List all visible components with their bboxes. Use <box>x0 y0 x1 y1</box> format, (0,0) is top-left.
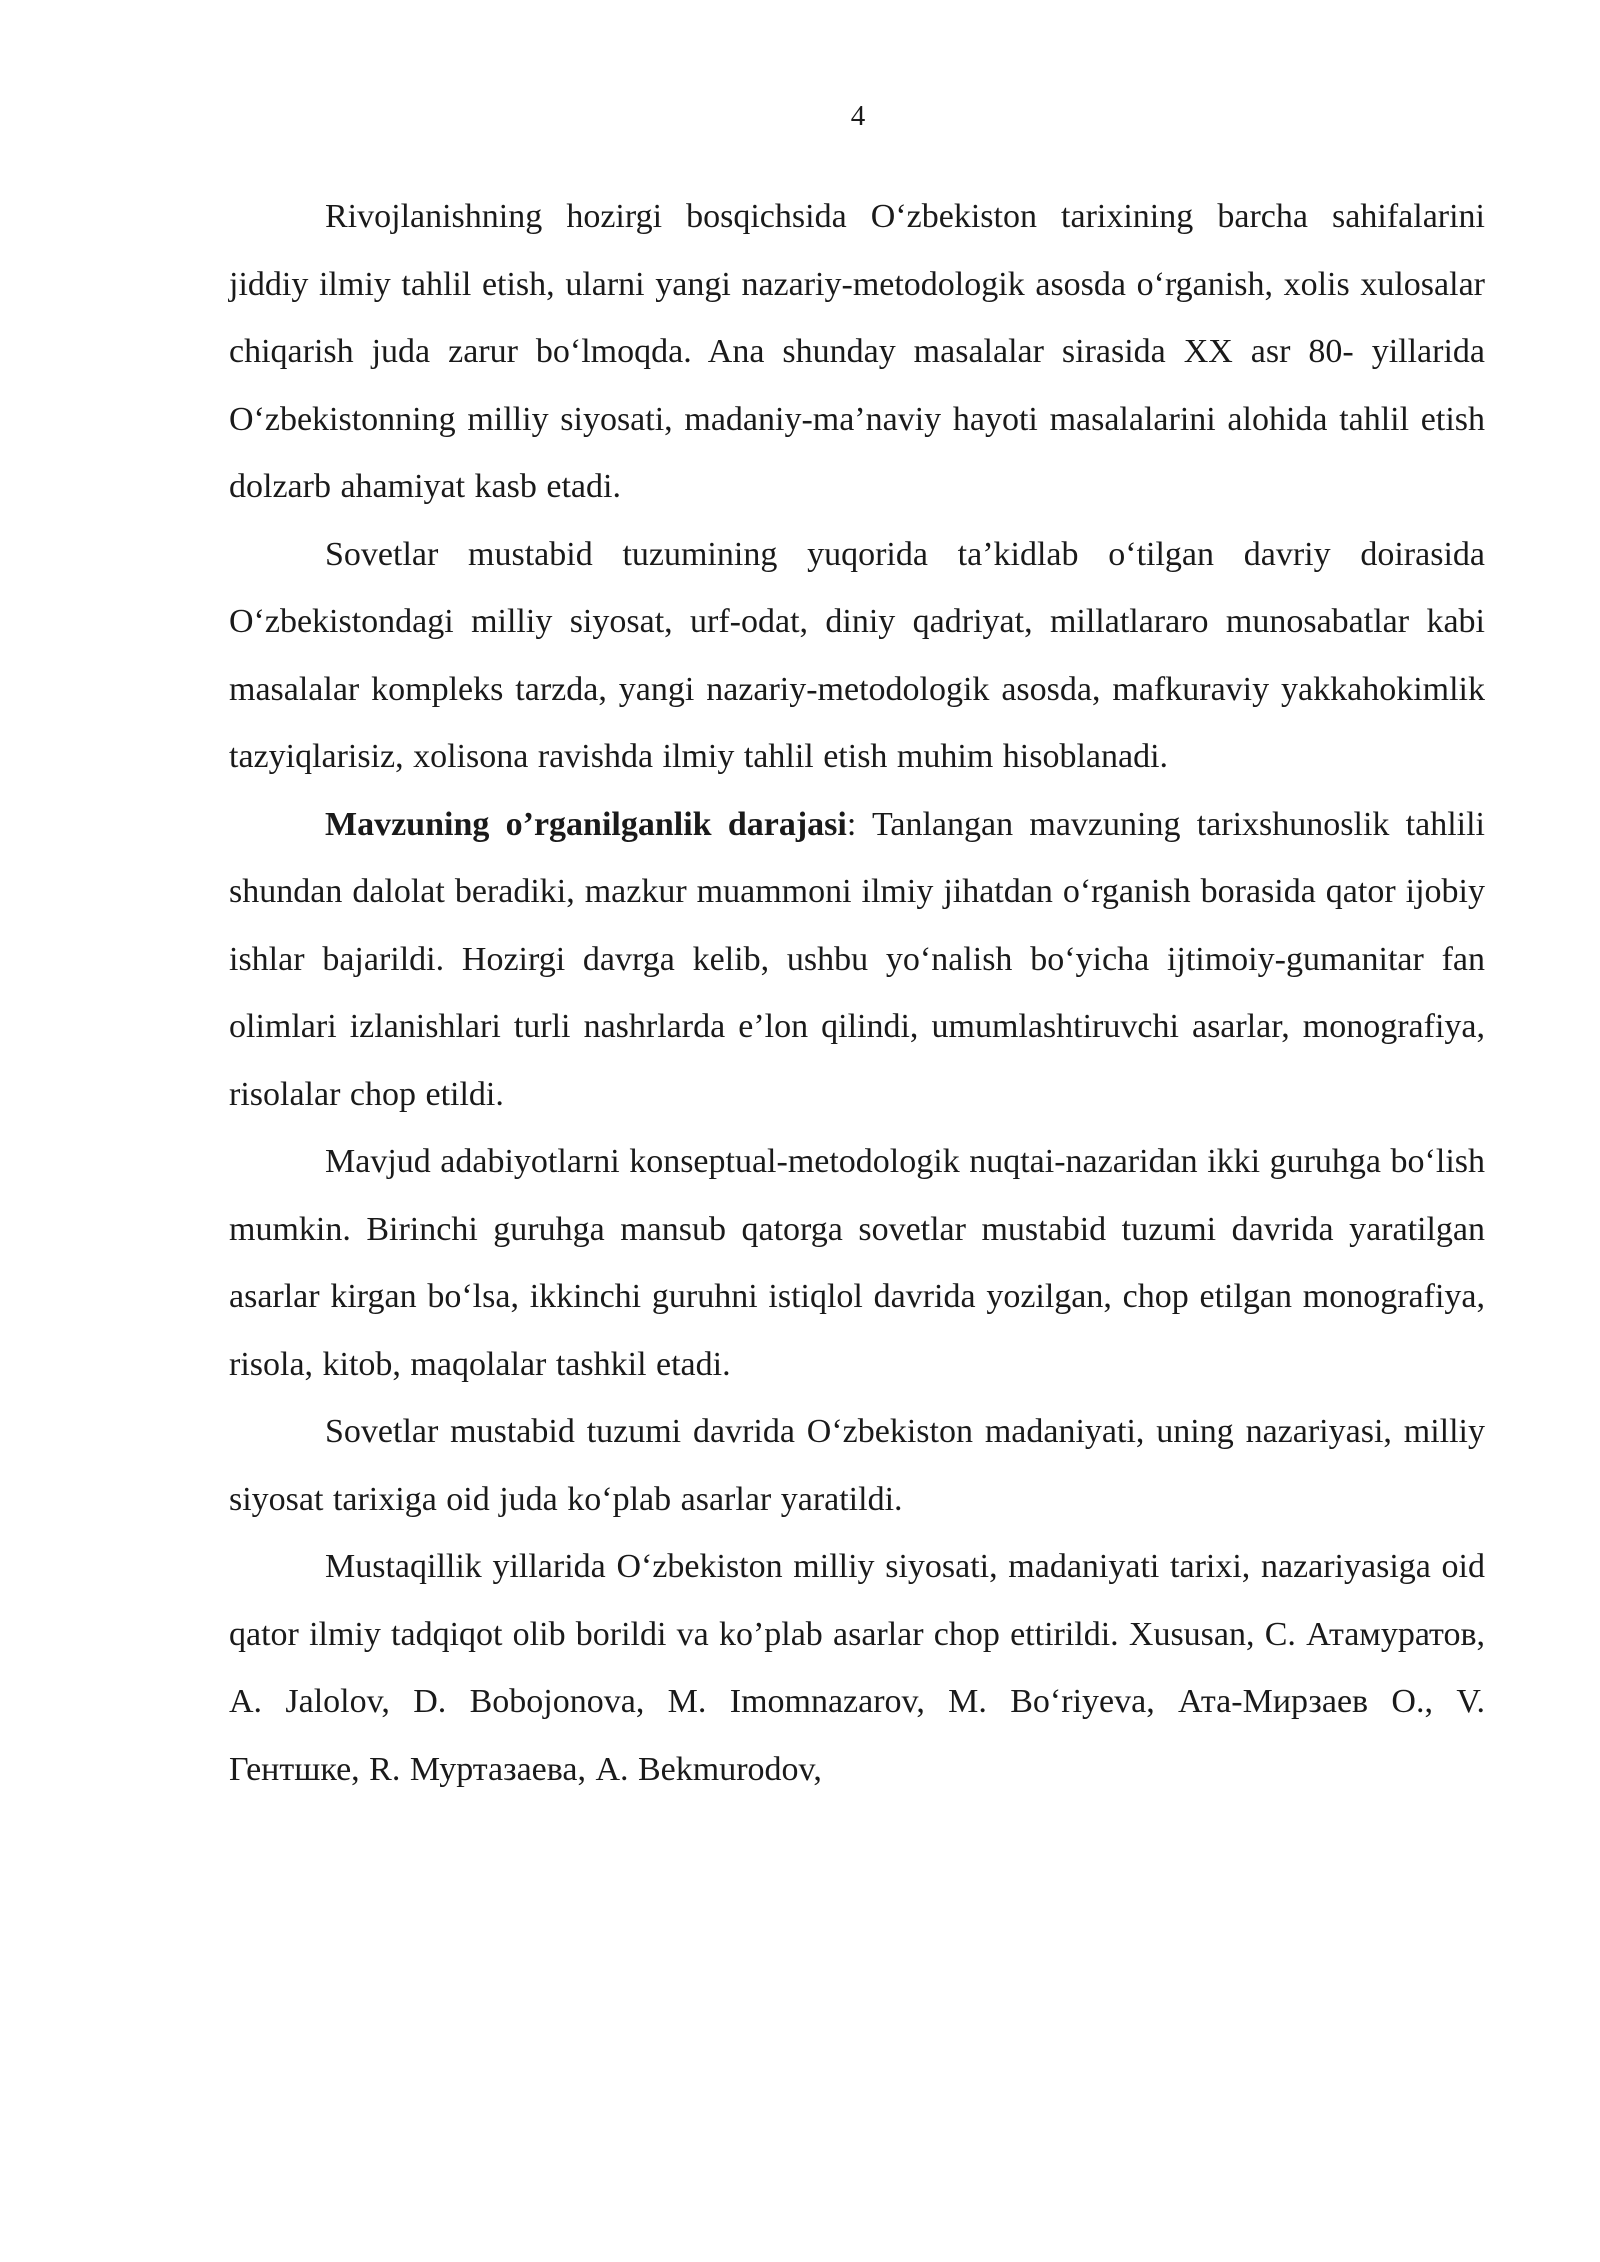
paragraph-independence-works: Mustaqillik yillarida O‘zbekiston milliy siyosati, madaniyati tarixi, nazariyasiga oid qator ilmiy tadqiqot olib borildi va ko’plab asarlar chop ettirildi. Xususan, С. Атамуратов, A. Jalolov, D. Bobojonova, M. Imomnazarov, M. Bo‘riyeva, Ата-Мирзаев О., V. Гентшке, R. Муртазаева, A. Bekmurodov, <box>229 1548 1485 1788</box>
paragraph-research-degree <box>229 791 1485 1129</box>
page-number: 4 <box>850 100 866 132</box>
paragraph-intro: Rivojlanishning hozirgi bosqichsida O‘zbekiston tarixining barcha sahifalarini jiddiy ilmiy tahlil etish, ularni yangi nazariy-metodologik asosda o‘rganish, xolis xulosalar chiqarish juda zarur bo‘lmoqda. Ana shunday masalalar sirasida XX asr 80- yillarida O‘zbekistonning milliy siyosati, madaniy-ma’naviy hayoti masalalarini alohida tahlil etish dolzarb ahamiyat kasb etadi. <box>229 198 1485 505</box>
section-heading: Mavzuning o’rganilganlik darajasi <box>325 805 847 843</box>
document-body <box>229 183 1485 1803</box>
paragraph-soviet-works: Sovetlar mustabid tuzumi davrida O‘zbekiston madaniyati, uning nazariyasi, milliy siyosat tarixiga oid juda ko‘plab asarlar yaratildi. <box>229 1413 1485 1518</box>
paragraph-literature-groups: Mavjud adabiyotlarni konseptual-metodologik nuqtai-nazaridan ikki guruhga bo‘lish mumkin. Birinchi guruhga mansub qatorga sovetlar mustabid tuzumi davrida yaratilgan asarlar kirgan bo‘lsa, ikkinchi guruhni istiqlol davrida yozilgan, chop etilgan monografiya, risola, kitob, maqolalar tashkil etadi. <box>229 1143 1485 1383</box>
paragraph-research-degree-text: : Tanlangan mavzuning tarixshunoslik tahlili shundan dalolat beradiki, mazkur muammoni ilmiy jihatdan o‘rganish borasida qator ijobiy ishlar bajarildi. Hozirgi davrga kelib, ushbu yo‘nalish bo‘yicha ijtimoiy-gumanitar fan olimlari izlanishlari turli nashrlarda e’lon qilindi, umumlashtiruvchi asarlar, monografiya, risolalar chop etildi. <box>229 805 1485 1113</box>
paragraph-soviet-regime: Sovetlar mustabid tuzumining yuqorida ta’kidlab o‘tilgan davriy doirasida O‘zbekistondagi milliy siyosat, urf-odat, diniy qadriyat, millatlararo munosabatlar kabi masalalar kompleks tarzda, yangi nazariy-metodologik asosda, mafkuraviy yakkahokimlik tazyiqlarisiz, xolisona ravishda ilmiy tahlil etish muhim hisoblanadi. <box>229 535 1485 775</box>
